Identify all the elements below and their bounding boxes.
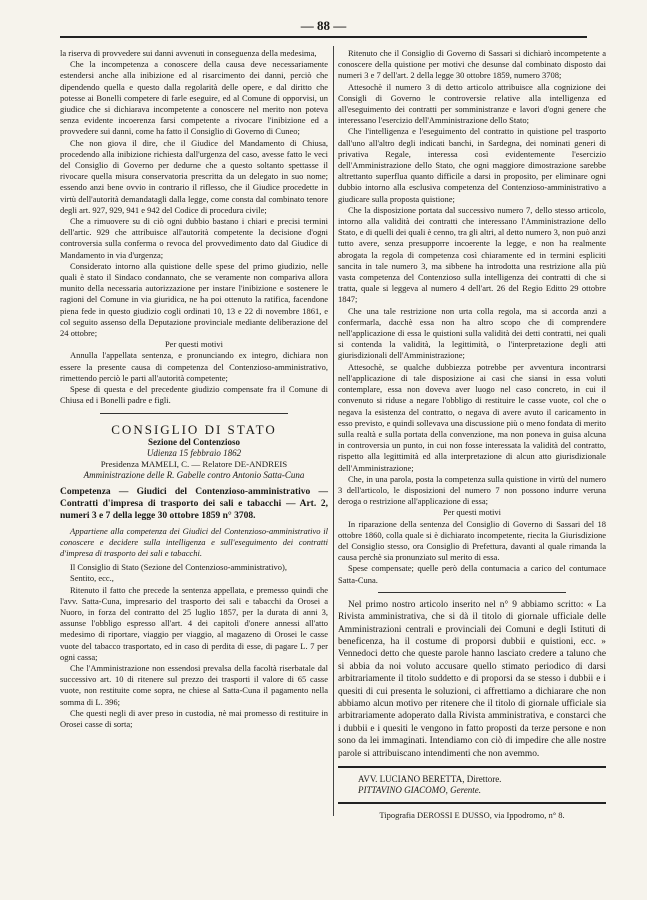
paragraph: Attesochè, se qualche dubbiezza potrebbe per avventura incontrarsi nell'applicazione di tale disposizione ai casi che siansi in essa voluti contemplare, essa non doveva aver luogo nel caso concreto, in cui il convenuto si riduse a negare l'obbligo di restituire le casse vuote, col che o negava la esistenza del contratto, o negava di avere avuto il caricamento in esso previsto, e quindi sollevava una discussione più o meno fondata di merito sulla realtà e sulla portata della convenzione, ma non poneva in guisa alcuna in controversia un punto, in cui non fosse interessata la validità del contratto, rispetto alla legittimità ed alla interpretazione di alcun atto giurisdizionale dell'Amministrazione;: [338, 361, 606, 473]
paragraph: Sentito, ecc.,: [70, 573, 114, 584]
paragraph: Ritenuto che il Consiglio di Governo di Sassari si dichiarò incompetente a conoscere della quistione per motivi che desunse dal combinato disposto dai numeri 3 e 7 dell'art. 2 della legge 30 ottobre 1859, numero 3708;: [338, 48, 606, 81]
column-separator: [333, 46, 334, 816]
paragraph: Attesochè il numero 3 di detto articolo attribuisce alla cognizione dei Consigli di Governo le controversie relative alla intelligenza ed all'eseguimento dei contratti per somministranze e lavori d'ogni genere che interessano l'esercizio dell'Amministrazione dello Stato;: [338, 81, 606, 126]
paragraph: Che la disposizione portata dal successivo numero 7, dello stesso articolo, intorno alla validità dei contratti che interessano l'Amministrazione dello Stato, e di quelli dei quali è cenno, tra gli altri, al detto numero 3, non può anzi tutto avere, senza presupporre incoerente la legge, e non ha realmente abrogata la regola di competenza così chiaramente ed in termini espliciti sancita in tale numero 3, ma sibbene ha introdotta una restrizione alla più vasta competenza del Contenzioso sulla intelligenza dei contratti di che si tratta, quale si leggeva al numero 4 dell'art. 26 del Regio Editto 29 ottobre 1847;: [338, 204, 606, 305]
paragraph: Che la incompetenza a conoscere della causa deve necessariamente estendersi anche alla inibizione ed al risarcimento dei danni, perciò che dipendendo quella e questo dalla regolarità delle opere, e dal diritto che potesse ai Bonelli competere di farle eseguire, ed al Comune di opporvisi, un giudice che si dichiarava incompetente a conoscere nel merito non poteva senza evidente incoerenza farsi competente a rivocare l'inibizione ed a provvedere sui danni, come ha fatto il Consiglio di Governo di Cuneo;: [60, 59, 328, 137]
section-title: Sezione del Contenzioso: [148, 436, 240, 447]
page-number: — 88 —: [300, 18, 347, 33]
paragraph: Che questi negli di aver preso in custodia, nè mai promesso di restituire in Orosei casse di sorta;: [60, 707, 328, 729]
manager-signature: PITTAVINO GIACOMO, Gerente.: [358, 785, 482, 796]
printer-imprint: Tipografia DEROSSI E DUSSO, via Ippodromo, n° 8.: [379, 810, 565, 821]
presidency: Presidenza MAMELI, C. — Relatore DE-ANDREIS: [100, 459, 288, 470]
legal-maxim: Appartiene alla competenza dei Giudici del Contenzioso-amministrativo il conoscere e decidere sulla intelligenza e sull'eseguimento dei contratti d'impresa di trasporto dei sali e tabacchi.: [60, 525, 328, 558]
paragraph: In riparazione della sentenza del Consiglio di Governo di Sassari del 18 ottobre 1860, colla quale si è dichiarato incompetente, riecita la Giurisdizione del Consiglio stesso, ora Consiglio di Prefettura, davanti al quale rimanda la causa perchè sia pronunziato sul merito di essa.: [338, 518, 606, 563]
section-divider: [100, 413, 288, 414]
hearing-date: Udienza 15 febbraio 1862: [146, 447, 242, 458]
parties: Amministrazione delle R. Gabelle contro Antonio Satta-Cuna: [83, 470, 305, 481]
paragraph: Che non giova il dire, che il Giudice del Mandamento di Chiusa, procedendo alla inibizione richiesta dall'urgenza del caso, avesse fatto le veci del Consiglio di Governo per dedurne che a questo soltanto spettasse il rivocare quella misura conservatoria prescritta da un delegato in suo nome; essendo anzi bene ovvio in contrario il riflesso, che il Giudice procedette in virtù dell'autorità demandatagli dalla legge, come consta dal combinato tenore degli art. 927, 929, 941 e 942 del Codice di procedura civile;: [60, 137, 328, 215]
paragraph: Che una tale restrizione non urta colla regola, ma si accorda anzi a confermarla, dacchè essa non ha altro scopo che di comprendere nell'applicazione di essa le quistioni sulla validità dei detti contratti, nei quali si contenda la validità, la legittimità, o l'interpretazione degli atti giurisdizionali dell'Amministrazione;: [338, 305, 606, 361]
paragraph: Il Consiglio di Stato (Sezione del Contenzioso-amministrativo),: [70, 562, 287, 573]
paragraph: Annulla l'appellata sentenza, e pronunciando ex integro, dichiara non essere la presente causa di competenza del Contenzioso-amministrativo, rimettendo perciò le parti all'autorità competente;: [60, 350, 328, 383]
paragraph: la riserva di provvedere sui danni avvenuti in conseguenza della medesima,: [60, 48, 317, 58]
editor-signature: AVV. LUCIANO BERETTA, Direttore.: [358, 774, 502, 785]
paragraph: Ritenuto il fatto che precede la sentenza appellata, e premesso quindi che l'avv. Satta-Cuna, impresario del trasporto dei sali e tabacchi da Orosei a Nuoro, in forza del contratto del 25 luglio 1857, per la durata di anni 3, assunse l'obbligo espresso all'art. 4 dei capitoli d'onere annessi all'atto medesimo di riportare, viaggio per viaggio, al magazeno di Orosei le casse vuote del tabacco trasportato, ed in caso di perdita di esse, di pagare L. 7 per ogni cassa;: [60, 584, 328, 662]
footer-rule: [338, 802, 606, 804]
case-summary: Competenza — Giudici del Contenzioso-amministrativo — Contratti d'impresa di trasporto dei sali e tabacchi — Art. 2, numeri 3 e 7 della legge 30 ottobre 1859 n° 3708.: [60, 486, 328, 521]
paragraph: Spese di questa e del precedente giudizio compensate fra il Comune di Chiusa ed i Bonelli padre e figli.: [60, 384, 328, 406]
paragraph: Che a rimuovere su di ciò ogni dubbio bastano i chiari e precisi termini dell'artic. 929 che attribuisce all'autorità competente la decisione d'ogni controversia sulla conferma o revoca del provvedimento dato dal Giudice di Mandamento in via d'urgenza;: [60, 216, 328, 260]
right-column: [338, 48, 606, 822]
paragraph: Che l'Amministrazione non essendosi prevalsa della facoltà riserbatale dal successivo art. 10 di ritenere sul prezzo dei trasporti il valore di 65 casse vuote, non restituite come sopra, ne chiese al Satta-Cuna il pagamento nella somma di L. 396;: [60, 662, 328, 707]
left-column: [60, 48, 328, 730]
editorial-note: Nel primo nostro articolo inserito nel n° 9 abbiamo scritto: « La Rivista amministrativa, che si dà il titolo di giornale ufficiale delle Amministrazioni centrali e provinciali dei Comuni e degli Istituti di beneficenza, ha il costume di proporsi dubbii e quistioni, ecc. » Vennedoci detto che queste parole hanno lasciato credere a taluno che si abbia da noi voluto accusare quello stimato periodico di darsi arbitrariamente il titolo suddetto e di proporsi da se stesso i dubbii e i quesiti di cui presenta le soluzioni, ci affrettiamo a dichiarare che non abbiamo alcun motivo per ritenere che il titolo di giornale ufficiale sia arbitrariamente adoperato dalla Rivista amministrativa, e constarci che i dubbii e i quesiti le vengono in fatto proposti da terze persone e non sono da lei immaginati. Intendiamo con ciò di impedire che alle nostre parole si attribuiscano intendimenti che non avemmo.: [338, 599, 606, 759]
paragraph: Spese compensate; quelle però della contumacia a carico del contumace Satta-Cuna.: [338, 563, 606, 585]
header-rule: [60, 36, 587, 38]
paragraph: Che l'intelligenza e l'eseguimento del contratto in quistione pel trasporto dall'uno all'altro degli indicati banchi, in Sardegna, dei nominati generi di privativa Regale, interessa così evidentemente l'esercizio dell'Amministrazione dello Stato, che ogni maggiore dimostrazione sarebbe altrettanto superflua quanto difficile a darsi in proposito, per eliminare ogni dubbio intorno alla esclusiva competenza del Contenzioso-amministrativo a giudicare sulla proposta quistione;: [338, 126, 606, 204]
section-divider: [378, 592, 566, 593]
paragraph: Considerato intorno alla quistione delle spese del primo giudizio, nelle quali è stato il Sindaco condannato, che se veramente non compariva allora munito della necessaria autorizzazione per instare l'inibizione e sostenere le ragioni del Comune in via giuridica, ne ha poi ottenuto la ratifica, facendone piena fede in questo giudizio cogli ordinati 10, 13 e 22 di novembre 1861, e col seguito assenso della Deputazione provinciale mediante deliberazione del 24 ottobre;: [60, 260, 328, 339]
closing-rule: [338, 766, 606, 768]
paragraph: Che, in una parola, posta la competenza sulla quistione in virtù del numero 3 dell'articolo, le disposizioni del numero 7 non possono indurre veruna deroga o restrizione all'applicazione di essa;: [338, 473, 606, 507]
motives-heading: Per questi motivi: [442, 507, 502, 518]
council-title: CONSIGLIO DI STATO: [111, 421, 277, 437]
motives-heading: Per questi motivi: [164, 339, 224, 350]
